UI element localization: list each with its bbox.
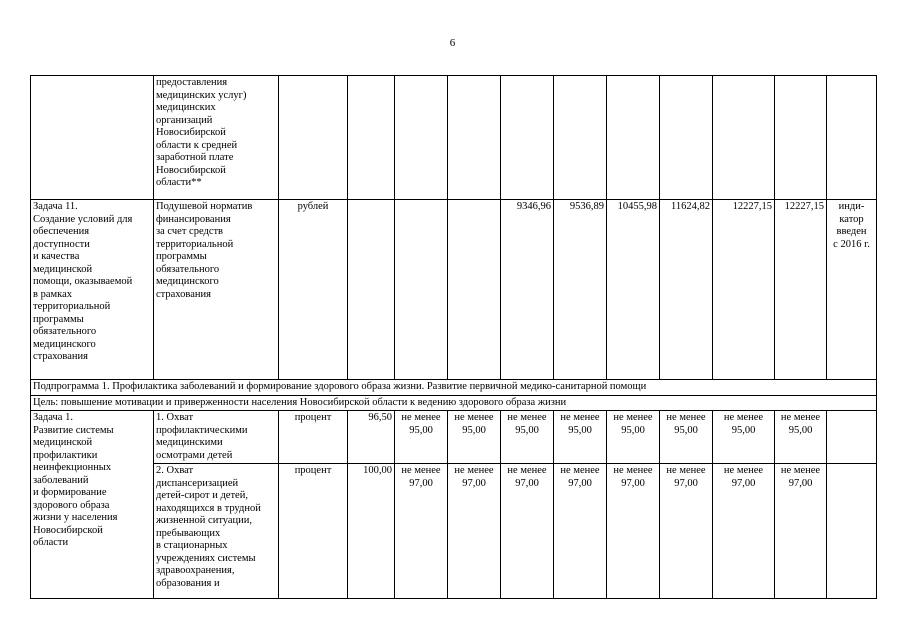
value-cell: не менее 95,00 bbox=[554, 411, 607, 464]
value-cell: не менее 97,00 bbox=[395, 464, 448, 599]
value-cell bbox=[554, 76, 607, 200]
value-cell bbox=[395, 76, 448, 200]
goal-row bbox=[31, 395, 877, 411]
value-cell: не менее 95,00 bbox=[713, 411, 775, 464]
note-cell bbox=[827, 464, 877, 599]
indicator-cell: Подушевой норматив финансирования за счет средств территориальной программы обязательного медицинского страхования bbox=[154, 200, 279, 380]
note-cell bbox=[827, 76, 877, 200]
unit-cell bbox=[279, 76, 348, 200]
task-cell bbox=[31, 76, 154, 200]
table-row-continued bbox=[31, 76, 877, 200]
subprogram-title: Подпрограмма 1. Профилактика заболеваний и формирование здорового образа жизни. Развитие первичной медико-санитарной помощи bbox=[31, 380, 877, 396]
value-cell: 11624,82 bbox=[660, 200, 713, 380]
value-cell bbox=[660, 76, 713, 200]
value-cell bbox=[448, 200, 501, 380]
value-cell: не менее 97,00 bbox=[713, 464, 775, 599]
indicator-cell: 2. Охват диспансеризацией детей-сирот и детей, находящихся в трудной жизненной ситуации, пребывающих в стационарных учреждениях системы здравоохранения, образования и bbox=[154, 464, 279, 599]
value-cell bbox=[395, 200, 448, 380]
task-cell: Задача 11. Создание условий для обеспечения доступности и качества медицинской помощи, оказываемой в рамках территориальной программы обязательного медицинского страхования bbox=[31, 200, 154, 380]
value-cell: не менее 95,00 bbox=[607, 411, 660, 464]
value-cell: не менее 95,00 bbox=[395, 411, 448, 464]
value-cell: 9536,89 bbox=[554, 200, 607, 380]
page-number: 6 bbox=[449, 37, 456, 49]
subprogram-row bbox=[31, 380, 877, 396]
value-cell: не менее 95,00 bbox=[660, 411, 713, 464]
value-cell: не менее 95,00 bbox=[448, 411, 501, 464]
table-row-coverage2 bbox=[31, 464, 877, 599]
value-cell bbox=[713, 76, 775, 200]
indicators-table bbox=[30, 75, 877, 599]
value-cell: 12227,15 bbox=[775, 200, 827, 380]
value-cell: не менее 95,00 bbox=[775, 411, 827, 464]
unit-cell: процент bbox=[279, 464, 348, 599]
base-cell bbox=[348, 76, 395, 200]
value-cell: 10455,98 bbox=[607, 200, 660, 380]
indicator-cell: 1. Охват профилактическими медицинскими осмотрами детей bbox=[154, 411, 279, 464]
value-cell: не менее 97,00 bbox=[607, 464, 660, 599]
note-cell bbox=[827, 411, 877, 464]
value-cell: 12227,15 bbox=[713, 200, 775, 380]
value-cell bbox=[448, 76, 501, 200]
value-cell: не менее 97,00 bbox=[660, 464, 713, 599]
value-cell: не менее 97,00 bbox=[448, 464, 501, 599]
base-cell: 100,00 bbox=[348, 464, 395, 599]
value-cell bbox=[775, 76, 827, 200]
value-cell bbox=[607, 76, 660, 200]
base-cell bbox=[348, 200, 395, 380]
unit-cell: процент bbox=[279, 411, 348, 464]
indicator-cell: предоставления медицинских услуг) медицинских организаций Новосибирской области к средней заработной плате Новосибирской области** bbox=[154, 76, 279, 200]
value-cell: не менее 97,00 bbox=[501, 464, 554, 599]
value-cell: 9346,96 bbox=[501, 200, 554, 380]
value-cell: не менее 97,00 bbox=[554, 464, 607, 599]
goal-title: Цель: повышение мотивации и приверженности населения Новосибирской области к ведению здорового образа жизни bbox=[31, 395, 877, 411]
value-cell bbox=[501, 76, 554, 200]
value-cell: не менее 95,00 bbox=[501, 411, 554, 464]
table-row-task11 bbox=[31, 200, 877, 380]
table-row-coverage1 bbox=[31, 411, 877, 464]
unit-cell: рублей bbox=[279, 200, 348, 380]
task-cell: Задача 1. Развитие системы медицинской профилактики неинфекционных заболеваний и формирование здорового образа жизни у населения Новосибирской области bbox=[31, 411, 154, 599]
note-cell: инди- катор введен с 2016 г. bbox=[827, 200, 877, 380]
value-cell: не менее 97,00 bbox=[775, 464, 827, 599]
base-cell: 96,50 bbox=[348, 411, 395, 464]
